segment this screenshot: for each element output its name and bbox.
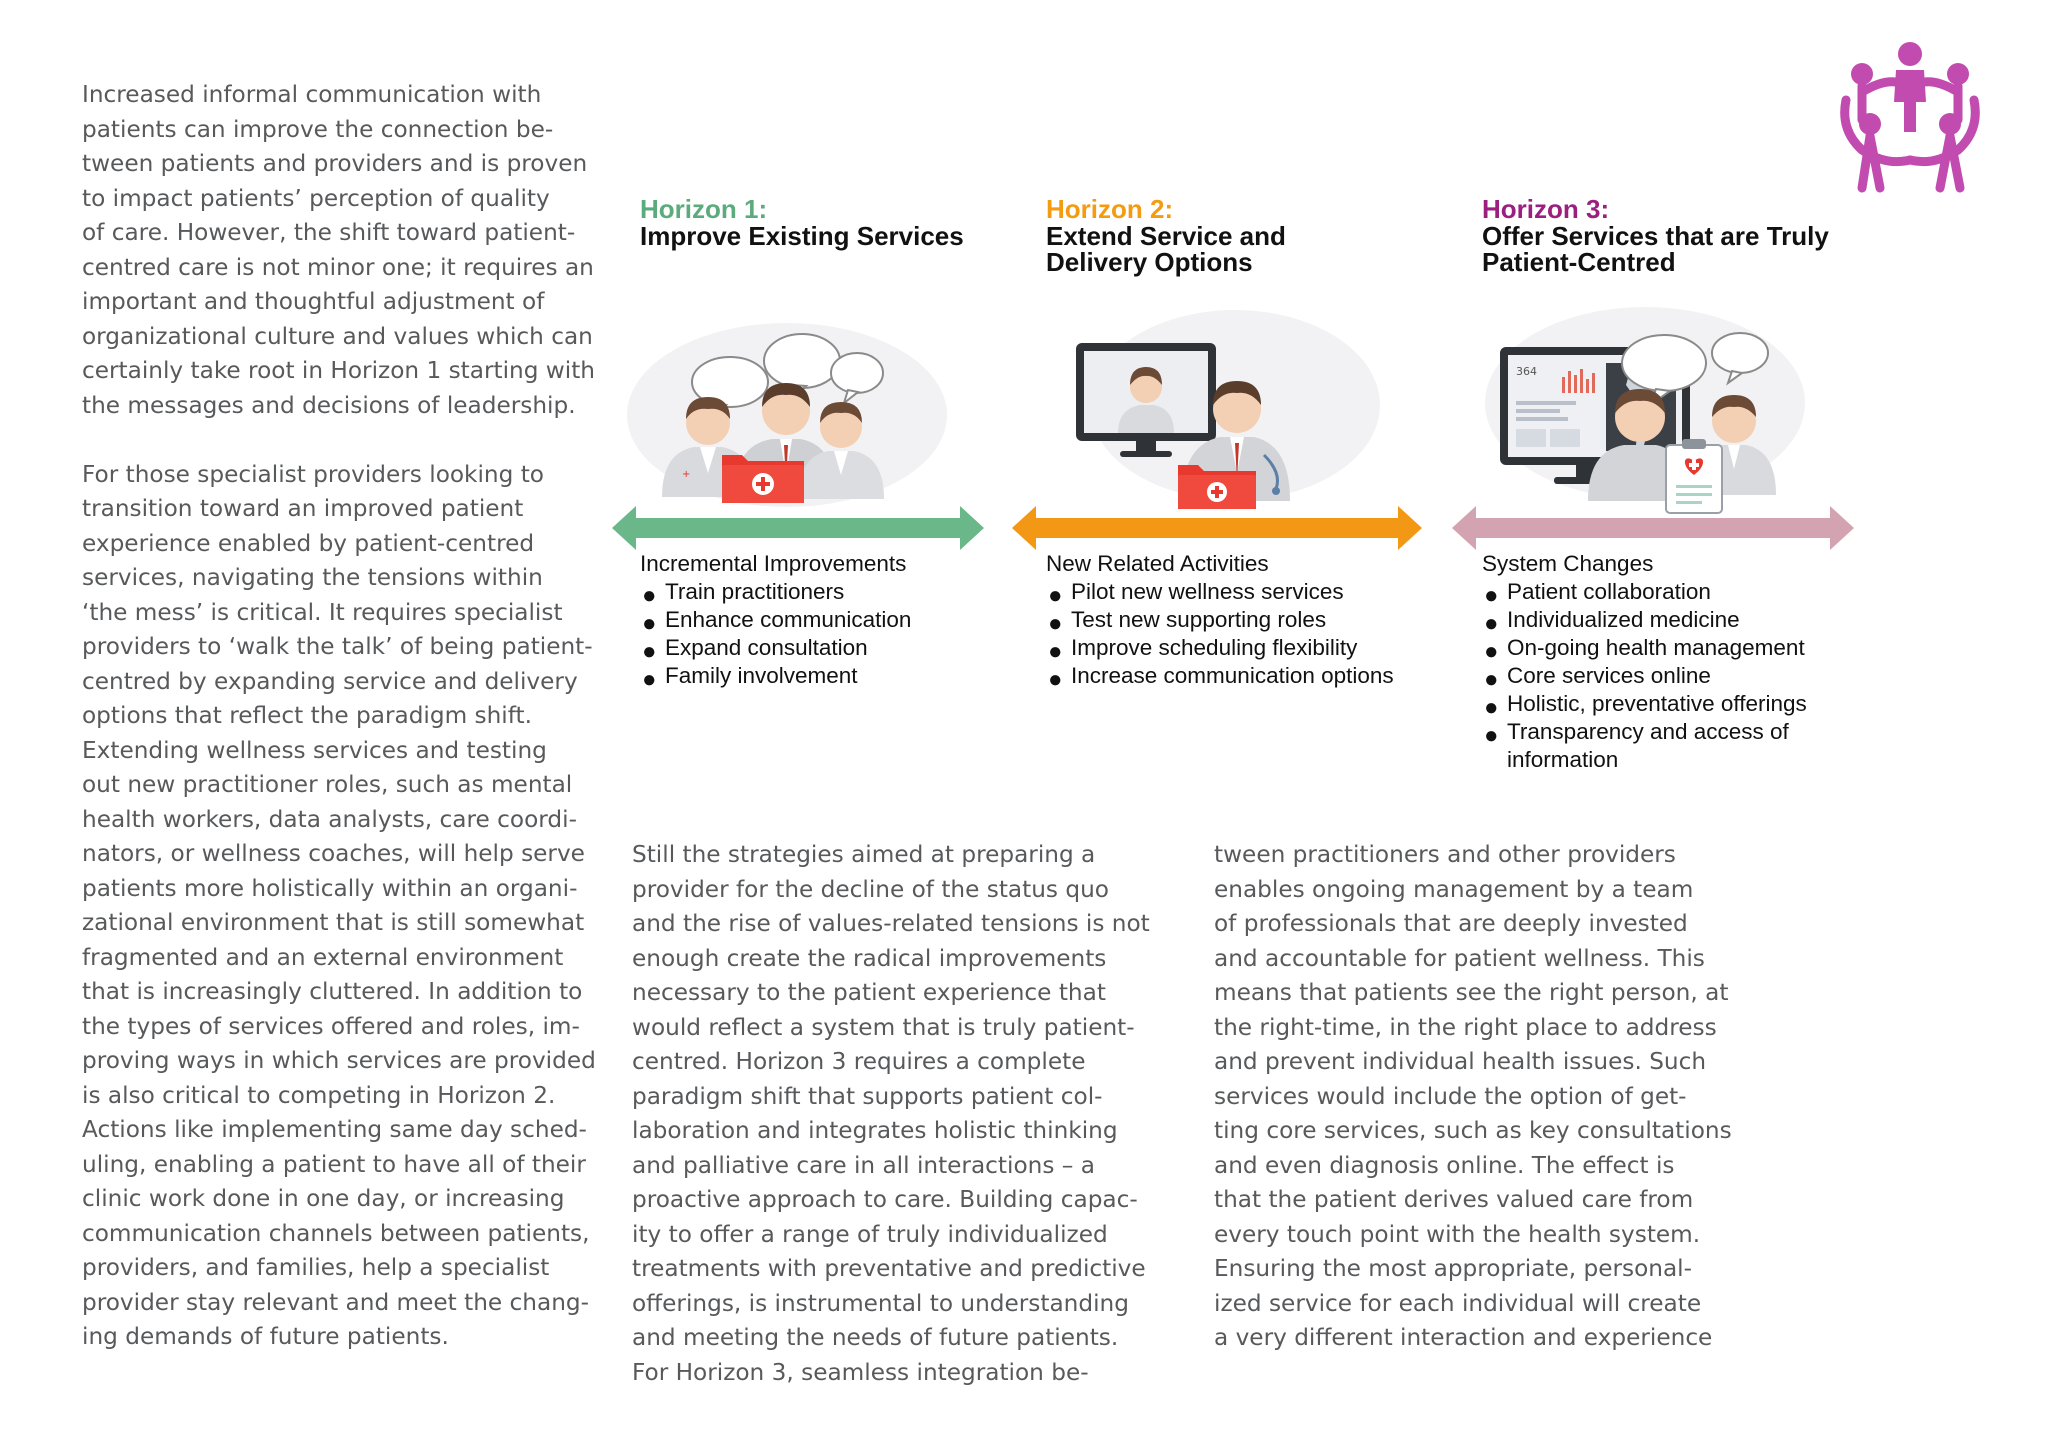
text-line: enables ongoing management by a team [1214, 875, 1694, 903]
text-line: ized service for each individual will create [1214, 1289, 1702, 1317]
bullet-icon: ● [642, 666, 657, 693]
horizon-2-title [1046, 223, 1286, 275]
list-item [1482, 606, 1807, 637]
list-item [1482, 690, 1807, 721]
list-item [640, 662, 911, 693]
text-line: and accountable for patient wellness. This [1214, 944, 1705, 972]
text-line: For those specialist providers looking to [82, 460, 544, 488]
bullet-icon: ● [1484, 582, 1499, 609]
text-line: centred by expanding service and delivery [82, 667, 578, 695]
text-line: Actions like implementing same day sched- [82, 1116, 587, 1143]
bullet-icon: ● [1484, 610, 1499, 637]
list-item [1482, 578, 1807, 609]
bullet-list [1046, 578, 1394, 693]
title-line: Delivery Options [1046, 247, 1253, 277]
body-text-right-column [1214, 838, 1734, 1356]
bullet-icon: ● [642, 582, 657, 609]
bullet-icon: ● [1048, 638, 1063, 665]
text-line: would reflect a system that is truly patient- [632, 1013, 1135, 1041]
text-line: the types of services offered and roles, im- [82, 1012, 580, 1040]
list-item-text: Train practitioners [665, 579, 845, 604]
bullet-icon: ● [1484, 694, 1499, 721]
list-item-text: Holistic, preventative offerings [1507, 691, 1807, 716]
text-line: and even diagnosis online. The effect is [1214, 1151, 1675, 1179]
bullet-icon: ● [1484, 666, 1499, 693]
text-line: tween practitioners and other providers [1214, 841, 1676, 868]
text-line: is also critical to competing in Horizon 2. [82, 1081, 556, 1109]
telehealth-illustration [1050, 305, 1380, 515]
bullet-icon: ● [1048, 582, 1063, 609]
text-line: of care. However, the shift toward patient- [82, 219, 576, 246]
text-line: nators, or wellness coaches, will help serve [82, 840, 585, 867]
text-line: providers, and families, help a specialist [82, 1254, 550, 1281]
horizon-2-arrow [1012, 504, 1422, 552]
text-line: to impact patients’ perception of quality [82, 184, 550, 212]
body-text-left-column [82, 78, 596, 1355]
text-line: options that reflect the paradigm shift. [82, 702, 532, 729]
text-line: health workers, data analysts, care coordi- [82, 805, 577, 833]
text-line: laboration and integrates holistic thinking [632, 1117, 1118, 1144]
svg-text:+: + [682, 469, 691, 480]
horizon-1-label: Horizon 1: [640, 194, 768, 224]
text-line: that the patient derives valued care from [1214, 1186, 1694, 1213]
list-item [1046, 578, 1394, 609]
text-line: and the rise of values-related tensions is not [632, 910, 1150, 937]
list-item-text: Enhance communication [665, 607, 912, 632]
horizon-2-list [1046, 550, 1394, 693]
text-line: ‘the mess’ is critical. It requires specialist [82, 598, 563, 626]
text-line: services, navigating the tensions within [82, 564, 543, 591]
title-line: Improve Existing Services [640, 221, 964, 251]
text-line: and palliative care in all interactions – a [632, 1151, 1095, 1179]
list-heading: Incremental Improvements [640, 551, 907, 576]
list-item [1482, 662, 1807, 693]
text-line: and prevent individual health issues. Such [1214, 1048, 1707, 1075]
text-line: important and thoughtful adjustment of [82, 288, 545, 315]
body-text-middle-column [632, 838, 1152, 1390]
text-line: services would include the option of get- [1214, 1082, 1687, 1110]
horizon-3-arrow [1452, 504, 1854, 552]
title-line: Extend Service and [1046, 221, 1286, 251]
list-heading: System Changes [1482, 551, 1654, 576]
list-item [1482, 634, 1807, 665]
text-line: uling, enabling a patient to have all of their [82, 1150, 586, 1178]
text-line: proving ways in which services are provided [82, 1047, 596, 1074]
text-line: ity to offer a range of truly individualized [632, 1220, 1108, 1248]
list-item-text: Test new supporting roles [1071, 607, 1327, 632]
horizon-1-arrow [612, 504, 984, 552]
text-line: Increased informal communication with [82, 81, 542, 108]
list-item [1046, 606, 1394, 637]
bullet-list [1482, 578, 1807, 774]
list-item-text: Pilot new wellness services [1071, 579, 1344, 604]
list-heading: New Related Activities [1046, 551, 1269, 576]
list-item [1482, 718, 1807, 774]
text-line: experience enabled by patient-centred [82, 529, 535, 557]
bullet-icon: ● [1484, 722, 1499, 749]
bullet-icon: ● [642, 610, 657, 637]
text-line: centred care is not minor one; it requires an [82, 253, 594, 281]
text-line: and meeting the needs of future patients. [632, 1324, 1119, 1351]
doctors-consultation-illustration [622, 305, 952, 515]
text-line: ting core services, such as key consultations [1214, 1117, 1732, 1144]
bullet-icon: ● [642, 638, 657, 665]
horizon-1-header [640, 196, 964, 249]
list-item-text: Transparency and access of information [1507, 719, 1789, 772]
integrated-care-illustration [1480, 305, 1810, 515]
text-line: the messages and decisions of leadership. [82, 391, 576, 419]
text-line: transition toward an improved patient [82, 495, 524, 522]
text-line: clinic work done in one day, or increasing [82, 1185, 565, 1212]
text-line: certainly take root in Horizon 1 starting with [82, 357, 596, 384]
text-line: paradigm shift that supports patient col- [632, 1082, 1103, 1110]
text-line: every touch point with the health system. [1214, 1220, 1701, 1248]
text-line: provider stay relevant and meet the chang- [82, 1288, 589, 1316]
list-item-text: Improve scheduling flexibility [1071, 635, 1358, 660]
bullet-icon: ● [1484, 638, 1499, 665]
text-line: organizational culture and values which can [82, 322, 593, 350]
text-line: necessary to the patient experience that [632, 979, 1106, 1006]
list-item [640, 578, 911, 609]
text-line: the right-time, in the right place to address [1214, 1013, 1717, 1041]
list-item-text: Expand consultation [665, 635, 868, 660]
title-line: Patient-Centred [1482, 247, 1676, 277]
list-item-text: Patient collaboration [1507, 579, 1711, 604]
text-line: Ensuring the most appropriate, personal- [1214, 1255, 1692, 1282]
list-item [640, 634, 911, 665]
text-line: For Horizon 3, seamless integration be- [632, 1358, 1089, 1386]
text-line: providers to ‘walk the talk’ of being patient- [82, 633, 593, 660]
text-line: tween patients and providers and is proven [82, 150, 588, 177]
text-line: a very different interaction and experience [1214, 1324, 1713, 1351]
bullet-list [640, 578, 912, 693]
text-line: patients more holistically within an organi- [82, 874, 578, 902]
list-item-text: On-going health management [1507, 635, 1805, 660]
horizon-1-title [640, 223, 964, 249]
horizon-3-title [1482, 223, 1829, 275]
text-line: enough create the radical improvements [632, 944, 1107, 972]
text-line: that is increasingly cluttered. In addition to [82, 978, 583, 1005]
text-line: treatments with preventative and predictive [632, 1255, 1146, 1282]
bullet-icon: ● [1048, 610, 1063, 637]
list-item [1046, 662, 1394, 693]
list-item [640, 606, 912, 637]
horizon-3-header [1482, 196, 1829, 275]
text-line: fragmented and an external environment [82, 943, 564, 971]
horizon-3-label: Horizon 3: [1482, 194, 1610, 224]
list-item-text: Core services online [1507, 663, 1711, 688]
text-line: Extending wellness services and testing [82, 736, 547, 764]
list-item-text: Increase communication options [1071, 663, 1394, 688]
text-line: means that patients see the right person, at [1214, 979, 1729, 1006]
monitor-readout: 364 [1516, 365, 1537, 378]
text-line: patients can improve the connection be- [82, 115, 554, 143]
text-line: Still the strategies aimed at preparing a [632, 841, 1096, 868]
text-line: offerings, is instrumental to understanding [632, 1289, 1129, 1317]
text-line: out new practitioner roles, such as mental [82, 771, 573, 798]
text-line: provider for the decline of the status quo [632, 875, 1109, 903]
list-item-text: Family involvement [665, 663, 858, 688]
text-line: centred. Horizon 3 requires a complete [632, 1048, 1086, 1075]
paragraph-gap [82, 423, 582, 458]
horizon-3-list [1482, 550, 1807, 774]
text-line: zational environment that is still somewhat [82, 909, 585, 936]
horizon-2-header [1046, 196, 1286, 275]
horizon-2-label: Horizon 2: [1046, 194, 1174, 224]
text-line: of professionals that are deeply invested [1214, 910, 1688, 937]
bullet-icon: ● [1048, 666, 1063, 693]
list-item-text: Individualized medicine [1507, 607, 1740, 632]
list-item [1046, 634, 1394, 665]
text-line: ing demands of future patients. [82, 1323, 449, 1350]
title-line: Offer Services that are Truly [1482, 221, 1829, 251]
horizon-1-list [640, 550, 912, 693]
people-circle-logo-icon [1832, 40, 1988, 200]
text-line: proactive approach to care. Building capac- [632, 1186, 1138, 1213]
text-line: communication channels between patients, [82, 1219, 590, 1247]
